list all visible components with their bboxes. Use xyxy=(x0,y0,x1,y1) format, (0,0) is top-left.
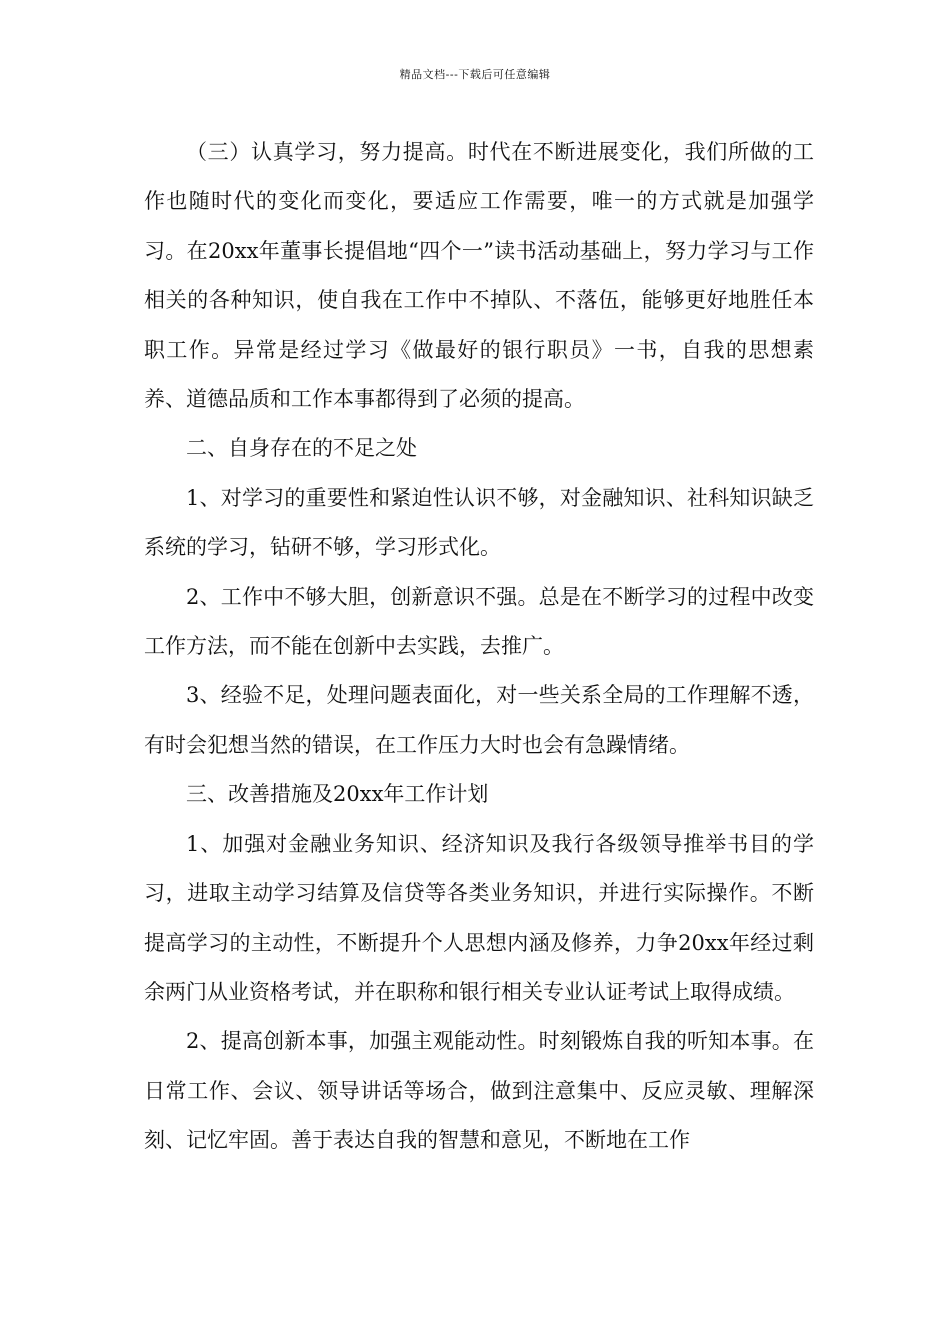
document-body xyxy=(144,128,814,1166)
section-heading-plan: 三、改善措施及20xx年工作计划 xyxy=(186,782,489,807)
paragraph-shortcoming-3: 3、经验不足，处理问题表面化，对一些关系全局的工作理解不透，有时会犯想当然的错误，在工作压力大时也会有急躁情绪。 xyxy=(144,683,814,757)
section-heading-shortcomings: 二、自身存在的不足之处 xyxy=(186,436,417,461)
page-header: 精品文档---下载后可任意编辑 xyxy=(399,68,551,81)
paragraph-plan-2: 2、提高创新本事，加强主观能动性。时刻锻炼自我的听知本事。在日常工作、会议、领导讲话等场合，做到注意集中、反应灵敏、理解深刻、记忆牢固。善于表达自我的智慧和意见，不断地在工作 xyxy=(144,1029,814,1153)
paragraph-plan-1: 1、加强对金融业务知识、经济知识及我行各级领导推举书目的学习，进取主动学习结算及信贷等各类业务知识，并进行实际操作。不断提高学习的主动性，不断提升个人思想内涵及修养，力争20xx年经过剩余两门从业资格考试，并在职称和银行相关专业认证考试上取得成绩。 xyxy=(144,831,814,1004)
paragraph-study-improve: （三）认真学习，努力提高。时代在不断进展变化，我们所做的工作也随时代的变化而变化，要适应工作需要，唯一的方式就是加强学习。在20xx年董事长提倡地“四个一”读书活动基础上，努力学习与工作相关的各种知识，使自我在工作中不掉队、不落伍，能够更好地胜任本职工作。异常是经过学习《做最好的银行职员》一书，自我的思想素养、道德品质和工作本事都得到了必须的提高。 xyxy=(144,140,814,412)
paragraph-shortcoming-1: 1、对学习的重要性和紧迫性认识不够，对金融知识、社科知识缺乏系统的学习，钻研不够，学习形式化。 xyxy=(144,485,814,560)
paragraph-shortcoming-2: 2、工作中不够大胆，创新意识不强。总是在不断学习的过程中改变工作方法，而不能在创新中去实践，去推广。 xyxy=(144,584,814,659)
